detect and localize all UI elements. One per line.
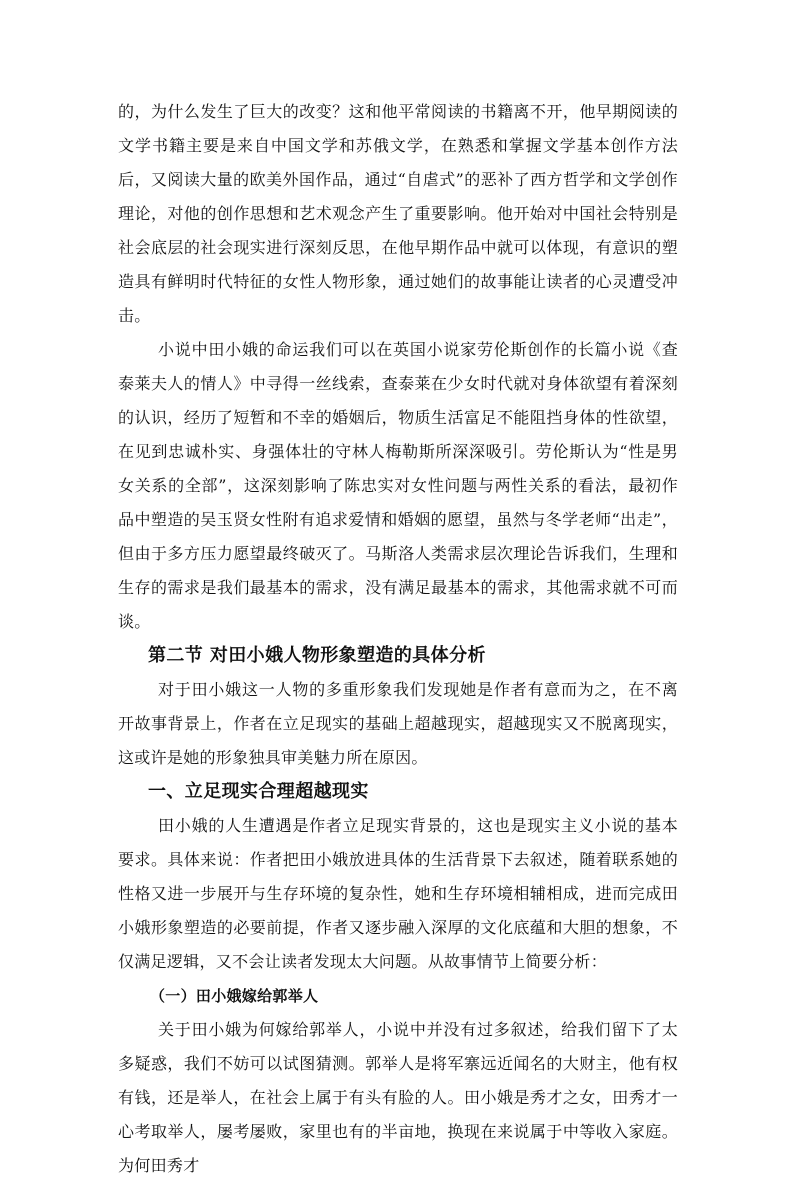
subsection-heading: 一、立足现实合理超越现实	[148, 781, 369, 802]
document-page	[118, 95, 678, 1183]
section-heading: 第二节 对田小娥人物形象塑造的具体分析	[148, 645, 486, 666]
paragraph-lawrence-influence: 小说中田小娥的命运我们可以在英国小说家劳伦斯创作的长篇小说《查泰莱夫人的情人》中寻得一丝线索，查泰莱在少女时代就对身体欲望有着深刻的认识，经历了短暂和不幸的婚姻后，物质生活富足不能阻挡身体的性欲望，在见到忠诚朴实、身强体壮的守林人梅勒斯所深深吸引。劳伦斯认为“性是男女关系的全部”，这深刻影响了陈忠实对女性问题与两性关系的看法，最初作品中塑造的吴玉贤女性附有追求爱情和婚姻的愿望，虽然与冬学老师“出走”，但由于多方压力愿望最终破灭了。马斯洛人类需求层次理论告诉我们，生理和生存的需求是我们最基本的需求，没有满足最基本的需求，其他需求就不可而谈。	[118, 340, 678, 631]
paragraph-realism: 田小娥的人生遭遇是作者立足现实背景的，这也是现实主义小说的基本要求。具体来说：作者把田小娥放进具体的生活背景下去叙述，随着联系她的性格又进一步展开与生存环境的复杂性，她和生存环境相辅相成，进而完成田小娥形象塑造的必要前提，作者又逐步融入深厚的文化底蕴和大胆的想象，不仅满足逻辑，又不会让读者发现太大问题。从故事情节上简要分析：	[118, 816, 678, 971]
sub-item-heading: （一）田小娥嫁给郭举人	[150, 987, 319, 1005]
paragraph-continuation: 的，为什么发生了巨大的改变？这和他平常阅读的书籍离不开，他早期阅读的文学书籍主要是来自中国文学和苏俄文学，在熟悉和掌握文学基本创作方法后，又阅读大量的欧美外国作品，通过“自虐式”的恶补了西方哲学和文学创作理论，对他的创作思想和艺术观念产生了重要影响。他开始对中国社会特别是社会底层的社会现实进行深刻反思，在他早期作品中就可以体现，有意识的塑造具有鲜明时代特征的女性人物形象，通过她们的故事能让读者的心灵遭受冲击。	[118, 102, 678, 325]
paragraph-section-intro: 对于田小娥这一人物的多重形象我们发现她是作者有意而为之，在不离开故事背景上，作者在立足现实的基础上超越现实，超越现实又不脱离现实，这或许是她的形象独具审美魅力所在原因。	[118, 680, 678, 767]
paragraph-marriage: 关于田小娥为何嫁给郭举人，小说中并没有过多叙述，给我们留下了太多疑惑，我们不妨可以试图猜测。郭举人是将军寨远近闻名的大财主，他有权有钱，还是举人，在社会上属于有头有脸的人。田小娥是秀才之女，田秀才一心考取举人，屡考屡败，家里也有的半亩地，换现在来说属于中等收入家庭。为何田秀才	[118, 1020, 678, 1175]
